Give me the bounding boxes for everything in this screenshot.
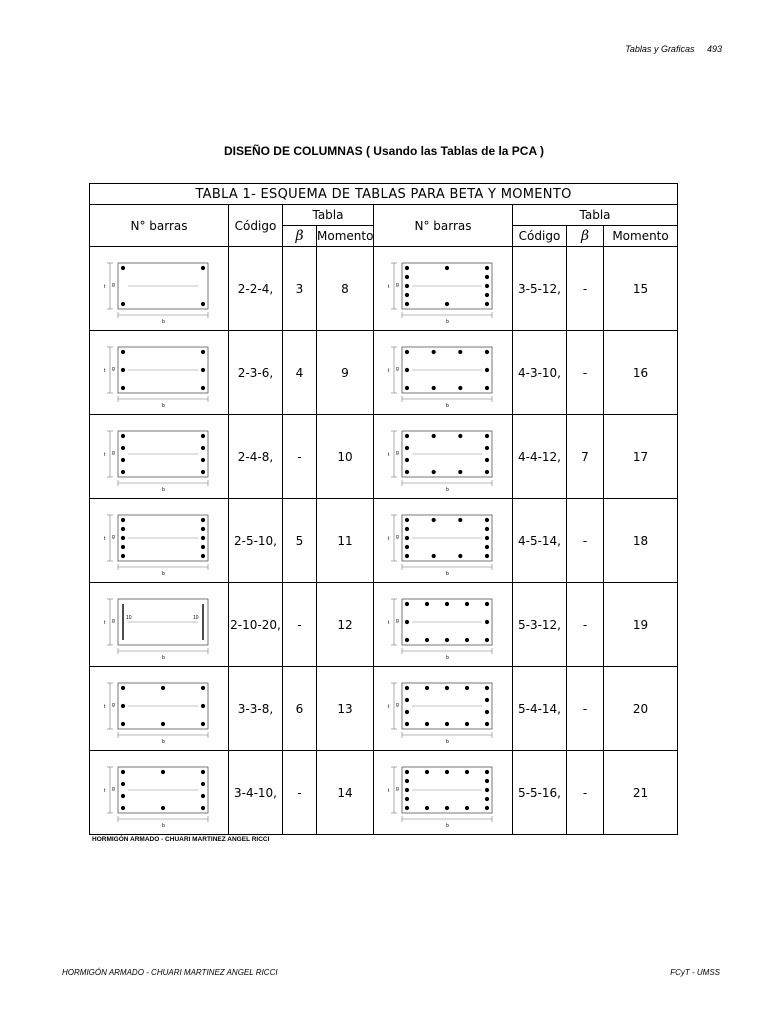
label-g: g bbox=[112, 701, 115, 708]
bars-diagram-cell-right bbox=[374, 667, 513, 751]
header-bars-right: N° barras bbox=[374, 205, 513, 247]
table-row bbox=[90, 415, 678, 499]
rebar-dot bbox=[425, 721, 429, 725]
label-t: t bbox=[104, 283, 106, 290]
rebar-dot bbox=[485, 367, 489, 371]
header-beta-right: β bbox=[567, 226, 604, 247]
rebar-dot bbox=[405, 697, 409, 701]
rebar-dot bbox=[465, 769, 469, 773]
rebar-dot bbox=[485, 637, 489, 641]
moment-cell-left: 13 bbox=[317, 667, 374, 751]
column-section-diagram bbox=[100, 591, 218, 659]
rebar-dot bbox=[405, 709, 409, 713]
rebar-dot bbox=[465, 685, 469, 689]
rebar-dot bbox=[201, 781, 205, 785]
rebar-dot bbox=[485, 469, 489, 473]
beta-cell-right: - bbox=[567, 667, 604, 751]
label-t: t bbox=[388, 451, 390, 458]
rebar-dot bbox=[485, 544, 489, 548]
rebar-dot bbox=[405, 433, 409, 437]
label-g: g bbox=[112, 449, 115, 456]
rebar-dot bbox=[405, 469, 409, 473]
rebar-dot bbox=[405, 619, 409, 623]
code-cell-right: 3-5-12, bbox=[513, 247, 567, 331]
footer-right: FCyT - UMSS bbox=[670, 968, 720, 977]
moment-cell-left: 10 bbox=[317, 415, 374, 499]
rebar-dot bbox=[201, 703, 205, 707]
moment-cell-left: 14 bbox=[317, 751, 374, 835]
rebar-dot bbox=[121, 703, 125, 707]
rebar-dot bbox=[485, 796, 489, 800]
rebar-dot bbox=[121, 526, 125, 530]
rebar-dot bbox=[485, 787, 489, 791]
rebar-dot bbox=[201, 265, 205, 269]
code-cell-right: 4-3-10, bbox=[513, 331, 567, 415]
rebar-dot bbox=[405, 265, 409, 269]
moment-cell-right: 17 bbox=[604, 415, 678, 499]
moment-cell-left: 11 bbox=[317, 499, 374, 583]
table-footnote: HORMIGÓN ARMADO - CHUARI MARTINEZ ANGEL RICCI bbox=[92, 836, 270, 843]
column-section-diagram bbox=[384, 759, 502, 827]
rebar-dot bbox=[458, 553, 462, 557]
rebar-dot bbox=[485, 274, 489, 278]
rebar-dot bbox=[405, 526, 409, 530]
rebar-dot bbox=[161, 805, 165, 809]
rebar-dot bbox=[432, 349, 436, 353]
column-section-diagram bbox=[100, 339, 218, 407]
rebar-dot bbox=[121, 769, 125, 773]
rebar-dot bbox=[465, 601, 469, 605]
column-section-diagram bbox=[384, 339, 502, 407]
beta-cell-left: 3 bbox=[283, 247, 317, 331]
rebar-dot bbox=[465, 637, 469, 641]
code-cell-right: 4-5-14, bbox=[513, 499, 567, 583]
label-g: g bbox=[396, 365, 399, 372]
label-b: b bbox=[162, 654, 165, 659]
label-b: b bbox=[162, 402, 165, 407]
code-cell-left: 3-4-10, bbox=[229, 751, 283, 835]
table-row bbox=[90, 499, 678, 583]
header-moment-left: Momento bbox=[317, 226, 374, 247]
rebar-dot bbox=[405, 787, 409, 791]
beta-cell-right: 7 bbox=[567, 415, 604, 499]
label-t: t bbox=[104, 451, 106, 458]
rebar-dot bbox=[485, 265, 489, 269]
label-g: g bbox=[396, 785, 399, 792]
rebar-dot bbox=[485, 292, 489, 296]
beta-cell-right: - bbox=[567, 331, 604, 415]
rebar-dot bbox=[121, 301, 125, 305]
rebar-dot bbox=[121, 445, 125, 449]
bars-diagram-cell-right bbox=[374, 247, 513, 331]
rebar-dot bbox=[405, 292, 409, 296]
rebar-dot bbox=[405, 301, 409, 305]
rebar-dot bbox=[121, 385, 125, 389]
beta-cell-right: - bbox=[567, 247, 604, 331]
table-row bbox=[90, 583, 678, 667]
label-b: b bbox=[446, 738, 449, 743]
rebar-dot bbox=[405, 535, 409, 539]
code-cell-right: 5-5-16, bbox=[513, 751, 567, 835]
code-cell-left: 3-3-8, bbox=[229, 667, 283, 751]
bars-diagram-cell-left bbox=[90, 667, 229, 751]
rebar-dot bbox=[425, 805, 429, 809]
label-g: g bbox=[112, 365, 115, 372]
label-b: b bbox=[446, 570, 449, 575]
moment-cell-right: 18 bbox=[604, 499, 678, 583]
beta-cell-left: 4 bbox=[283, 331, 317, 415]
table-row bbox=[90, 667, 678, 751]
rebar-dot bbox=[121, 367, 125, 371]
rebar-dot bbox=[485, 619, 489, 623]
code-cell-right: 5-3-12, bbox=[513, 583, 567, 667]
footer-left: HORMIGÓN ARMADO - CHUARI MARTINEZ ANGEL RICCI bbox=[62, 968, 278, 977]
label-b: b bbox=[162, 738, 165, 743]
rebar-dot bbox=[405, 385, 409, 389]
rebar-dot bbox=[485, 301, 489, 305]
moment-cell-right: 20 bbox=[604, 667, 678, 751]
rebar-dot bbox=[201, 457, 205, 461]
bars-count-label: 10 bbox=[126, 614, 132, 621]
rebar-dot bbox=[485, 697, 489, 701]
rebar-dot bbox=[485, 721, 489, 725]
pca-table bbox=[89, 183, 678, 835]
rebar-dot bbox=[201, 721, 205, 725]
label-t: t bbox=[388, 283, 390, 290]
label-g: g bbox=[112, 785, 115, 792]
column-section-diagram bbox=[384, 507, 502, 575]
rebar-dot bbox=[201, 367, 205, 371]
beta-cell-right: - bbox=[567, 499, 604, 583]
column-section-diagram bbox=[100, 507, 218, 575]
rebar-dot bbox=[201, 469, 205, 473]
label-t: t bbox=[388, 367, 390, 374]
rebar-dot bbox=[405, 721, 409, 725]
rebar-dot bbox=[485, 535, 489, 539]
column-section-diagram bbox=[100, 423, 218, 491]
bars-count-label: 10 bbox=[193, 614, 199, 621]
rebar-dot bbox=[445, 769, 449, 773]
moment-cell-right: 15 bbox=[604, 247, 678, 331]
rebar-dot bbox=[425, 685, 429, 689]
code-cell-right: 4-4-12, bbox=[513, 415, 567, 499]
label-b: b bbox=[162, 318, 165, 323]
rebar-dot bbox=[201, 301, 205, 305]
label-g: g bbox=[396, 533, 399, 540]
rebar-dot bbox=[405, 445, 409, 449]
rebar-dot bbox=[405, 457, 409, 461]
rebar-dot bbox=[121, 457, 125, 461]
rebar-dot bbox=[405, 517, 409, 521]
label-t: t bbox=[388, 703, 390, 710]
rebar-dot bbox=[458, 517, 462, 521]
header-moment-right: Momento bbox=[604, 226, 678, 247]
rebar-dot bbox=[405, 283, 409, 287]
moment-cell-right: 21 bbox=[604, 751, 678, 835]
rebar-dot bbox=[465, 805, 469, 809]
header-bars-left: N° barras bbox=[90, 205, 229, 247]
label-b: b bbox=[446, 402, 449, 407]
column-section-diagram bbox=[100, 759, 218, 827]
beta-cell-left: - bbox=[283, 751, 317, 835]
bars-diagram-cell-left bbox=[90, 331, 229, 415]
code-cell-left: 2-10-20, bbox=[229, 583, 283, 667]
rebar-dot bbox=[201, 445, 205, 449]
rebar-dot bbox=[485, 457, 489, 461]
rebar-dot bbox=[445, 265, 449, 269]
rebar-dot bbox=[121, 721, 125, 725]
label-b: b bbox=[446, 822, 449, 827]
beta-cell-left: 5 bbox=[283, 499, 317, 583]
bars-diagram-cell-right bbox=[374, 331, 513, 415]
rebar-dot bbox=[485, 778, 489, 782]
beta-cell-left: 6 bbox=[283, 667, 317, 751]
rebar-dot bbox=[405, 637, 409, 641]
label-t: t bbox=[104, 703, 106, 710]
label-b: b bbox=[446, 318, 449, 323]
moment-cell-left: 8 bbox=[317, 247, 374, 331]
rebar-dot bbox=[405, 544, 409, 548]
rebar-dot bbox=[432, 433, 436, 437]
bars-diagram-cell-left bbox=[90, 751, 229, 835]
table-row bbox=[90, 331, 678, 415]
label-g: g bbox=[396, 281, 399, 288]
table-row bbox=[90, 247, 678, 331]
rebar-dot bbox=[201, 769, 205, 773]
rebar-dot bbox=[445, 685, 449, 689]
rebar-dot bbox=[485, 805, 489, 809]
label-b: b bbox=[446, 486, 449, 491]
rebar-dot bbox=[201, 517, 205, 521]
rebar-dot bbox=[405, 349, 409, 353]
rebar-dot bbox=[458, 433, 462, 437]
rebar-dot bbox=[201, 793, 205, 797]
rebar-dot bbox=[121, 517, 125, 521]
table-row bbox=[90, 751, 678, 835]
rebar-dot bbox=[405, 553, 409, 557]
rebar-dot bbox=[121, 553, 125, 557]
rebar-dot bbox=[121, 265, 125, 269]
table-caption: TABLA 1- ESQUEMA DE TABLAS PARA BETA Y MOMENTO bbox=[90, 184, 678, 205]
bars-diagram-cell-left bbox=[90, 583, 229, 667]
rebar-dot bbox=[485, 601, 489, 605]
label-t: t bbox=[388, 619, 390, 626]
rebar-dot bbox=[425, 769, 429, 773]
header-tabla-right: Tabla bbox=[513, 205, 678, 226]
bars-diagram-cell-right bbox=[374, 583, 513, 667]
bars-diagram-cell-right bbox=[374, 751, 513, 835]
label-b: b bbox=[446, 654, 449, 659]
rebar-dot bbox=[485, 349, 489, 353]
rebar-dot bbox=[485, 433, 489, 437]
label-b: b bbox=[162, 822, 165, 827]
rebar-dot bbox=[485, 769, 489, 773]
label-t: t bbox=[104, 619, 106, 626]
bars-diagram-cell-right bbox=[374, 499, 513, 583]
label-g: g bbox=[112, 533, 115, 540]
column-section-diagram bbox=[384, 255, 502, 323]
rebar-dot bbox=[405, 274, 409, 278]
label-g: g bbox=[396, 617, 399, 624]
rebar-dot bbox=[445, 601, 449, 605]
rebar-dot bbox=[458, 385, 462, 389]
beta-cell-left: - bbox=[283, 415, 317, 499]
rebar-dot bbox=[405, 367, 409, 371]
rebar-dot bbox=[201, 385, 205, 389]
rebar-dot bbox=[445, 805, 449, 809]
column-section-diagram bbox=[100, 255, 218, 323]
page-number: 493 bbox=[706, 44, 722, 54]
bars-diagram-cell-left bbox=[90, 247, 229, 331]
rebar-dot bbox=[445, 637, 449, 641]
rebar-dot bbox=[201, 544, 205, 548]
rebar-dot bbox=[485, 517, 489, 521]
rebar-dot bbox=[201, 685, 205, 689]
code-cell-left: 2-4-8, bbox=[229, 415, 283, 499]
rebar-dot bbox=[485, 283, 489, 287]
rebar-dot bbox=[485, 445, 489, 449]
rebar-dot bbox=[485, 385, 489, 389]
rebar-dot bbox=[121, 781, 125, 785]
rebar-dot bbox=[405, 601, 409, 605]
label-g: g bbox=[396, 701, 399, 708]
rebar-dot bbox=[425, 601, 429, 605]
rebar-dot bbox=[161, 769, 165, 773]
column-section-diagram bbox=[384, 675, 502, 743]
label-b: b bbox=[162, 486, 165, 491]
beta-cell-left: - bbox=[283, 583, 317, 667]
rebar-dot bbox=[201, 535, 205, 539]
rebar-dot bbox=[121, 535, 125, 539]
header-beta-left: β bbox=[283, 226, 317, 247]
rebar-dot bbox=[485, 553, 489, 557]
column-section-diagram bbox=[384, 423, 502, 491]
rebar-dot bbox=[432, 517, 436, 521]
rebar-dot bbox=[121, 685, 125, 689]
rebar-dot bbox=[432, 469, 436, 473]
rebar-dot bbox=[201, 526, 205, 530]
rebar-dot bbox=[121, 793, 125, 797]
rebar-dot bbox=[405, 769, 409, 773]
label-g: g bbox=[112, 281, 115, 288]
rebar-dot bbox=[445, 301, 449, 305]
moment-cell-left: 9 bbox=[317, 331, 374, 415]
rebar-dot bbox=[465, 721, 469, 725]
rebar-dot bbox=[161, 685, 165, 689]
rebar-dot bbox=[161, 721, 165, 725]
label-t: t bbox=[388, 787, 390, 794]
code-cell-left: 2-2-4, bbox=[229, 247, 283, 331]
label-b: b bbox=[162, 570, 165, 575]
rebar-dot bbox=[405, 778, 409, 782]
rebar-dot bbox=[432, 385, 436, 389]
moment-cell-right: 16 bbox=[604, 331, 678, 415]
rebar-dot bbox=[485, 709, 489, 713]
rebar-dot bbox=[445, 721, 449, 725]
rebar-dot bbox=[201, 553, 205, 557]
rebar-dot bbox=[121, 433, 125, 437]
label-g: g bbox=[112, 617, 115, 624]
code-cell-right: 5-4-14, bbox=[513, 667, 567, 751]
header-code-right: Código bbox=[513, 226, 567, 247]
column-section-diagram bbox=[384, 591, 502, 659]
label-t: t bbox=[388, 535, 390, 542]
rebar-dot bbox=[485, 526, 489, 530]
rebar-dot bbox=[201, 805, 205, 809]
column-section-diagram bbox=[100, 675, 218, 743]
rebar-dot bbox=[201, 349, 205, 353]
beta-cell-right: - bbox=[567, 751, 604, 835]
moment-cell-right: 19 bbox=[604, 583, 678, 667]
bars-diagram-cell-left bbox=[90, 499, 229, 583]
code-cell-left: 2-3-6, bbox=[229, 331, 283, 415]
label-t: t bbox=[104, 787, 106, 794]
rebar-dot bbox=[201, 433, 205, 437]
rebar-dot bbox=[121, 805, 125, 809]
label-g: g bbox=[396, 449, 399, 456]
header-section: Tablas y Graficas bbox=[625, 44, 695, 54]
bars-diagram-cell-right bbox=[374, 415, 513, 499]
rebar-dot bbox=[458, 469, 462, 473]
moment-cell-left: 12 bbox=[317, 583, 374, 667]
header-tabla-left: Tabla bbox=[283, 205, 374, 226]
rebar-dot bbox=[405, 805, 409, 809]
document-title: DISEÑO DE COLUMNAS ( Usando las Tablas de la PCA ) bbox=[223, 144, 545, 158]
rebar-dot bbox=[405, 685, 409, 689]
rebar-dot bbox=[485, 685, 489, 689]
label-t: t bbox=[104, 367, 106, 374]
header-code-left: Código bbox=[229, 205, 283, 247]
rebar-dot bbox=[121, 469, 125, 473]
rebar-dot bbox=[121, 349, 125, 353]
bars-diagram-cell-left bbox=[90, 415, 229, 499]
code-cell-left: 2-5-10, bbox=[229, 499, 283, 583]
rebar-dot bbox=[458, 349, 462, 353]
rebar-dot bbox=[121, 544, 125, 548]
rebar-dot bbox=[432, 553, 436, 557]
beta-cell-right: - bbox=[567, 583, 604, 667]
label-t: t bbox=[104, 535, 106, 542]
running-header bbox=[625, 44, 722, 54]
rebar-dot bbox=[405, 796, 409, 800]
rebar-dot bbox=[425, 637, 429, 641]
